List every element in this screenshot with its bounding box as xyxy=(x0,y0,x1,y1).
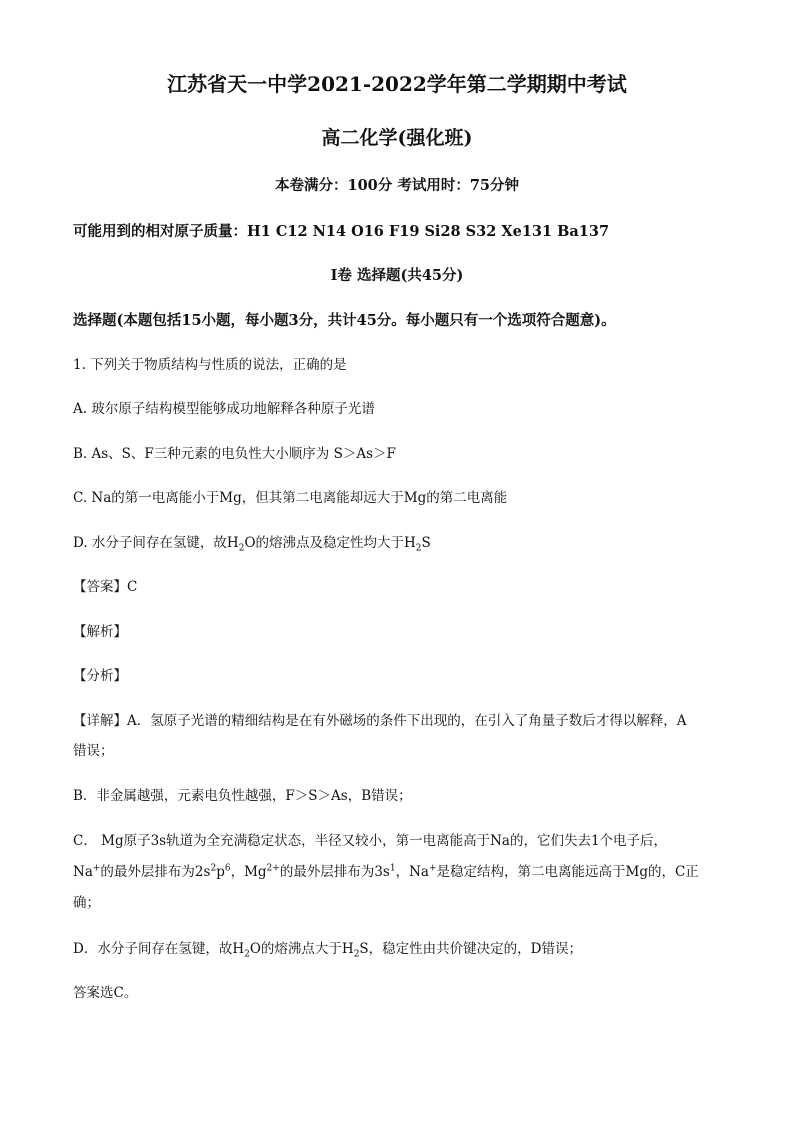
detail-c-text-4: ，Mg xyxy=(230,864,267,880)
detail-b: B．非金属越强，元素电负性越强，F＞S＞As，B错误； xyxy=(73,788,412,804)
question-stem: 1. 下列关于物质结构与性质的说法，正确的是 xyxy=(73,357,347,373)
exam-subtitle: 高二化学(强化班) xyxy=(321,127,473,149)
detail-d-subscript-1: 2 xyxy=(244,949,250,960)
option-d-subscript-1: 2 xyxy=(238,543,245,554)
option-a: A. 玻尔原子结构模型能够成功地解释各种原子光谱 xyxy=(73,401,375,417)
instructions: 选择题(本题包括15小题，每小题3分，共计45分。每小题只有一个选项符合题意)。 xyxy=(73,312,616,329)
detail-c-superscript-5: 1 xyxy=(389,863,396,874)
analysis-heading: 【解析】 xyxy=(73,624,127,640)
atomic-mass-line: 可能用到的相对原子质量：H1 C12 N14 O16 F19 Si28 S32 Xe131 Ba137 xyxy=(73,223,610,240)
detail-d-subscript-2: 2 xyxy=(353,949,360,960)
detail-a-line-1: 【详解】A．氢原子光谱的精细结构是在有外磁场的条件下出现的，在引入了角量子数后才得以解释，A xyxy=(73,713,687,729)
exam-meta: 本卷满分：100分 考试用时：75分钟 xyxy=(275,177,519,194)
detail-c-line-1: C． Mg原子3s轨道为全充满稳定状态，半径又较小，第一电离能高于Na的，它们失去1个电子后， xyxy=(73,833,668,849)
detail-c-superscript-4: 2+ xyxy=(266,863,280,874)
option-d xyxy=(73,535,431,554)
exam-title: 江苏省天一中学2021-2022学年第二学期期中考试 xyxy=(167,72,627,96)
conclusion: 答案选C。 xyxy=(73,985,138,1001)
option-d-subscript-2: 2 xyxy=(415,543,422,554)
detail-d-text-2: O的熔沸点大于H xyxy=(249,941,354,957)
detail-c-superscript-2: 2 xyxy=(210,863,217,874)
detail-d-text-1: D．水分子间存在氢键，故H xyxy=(73,941,245,957)
detail-c-line-2 xyxy=(73,864,699,880)
detail-c-superscript-1: + xyxy=(92,863,101,874)
detail-c-line-3: 确； xyxy=(73,895,100,911)
option-d-text-2: O的熔沸点及稳定性均大于H xyxy=(244,535,416,551)
detail-c-text-6: ，Na xyxy=(395,864,429,880)
detail-c-text-7: 是稳定结构，第二电离能远高于Mg的，C正 xyxy=(436,864,699,880)
detail-d-text-3: S，稳定性由共价键决定的，D错误； xyxy=(359,941,582,957)
answer-line: 【答案】C xyxy=(73,579,138,595)
detail-c-text-2: 的最外层排布为2s xyxy=(100,864,211,880)
option-b: B. As、S、F三种元素的电负性大小顺序为 S＞As＞F xyxy=(73,446,396,462)
option-d-text-3: S xyxy=(421,535,431,551)
detail-c-text-5: 的最外层排布为3s xyxy=(279,864,390,880)
analysis-subheading: 【分析】 xyxy=(73,668,127,684)
detail-c-text-1: Na xyxy=(73,864,93,880)
detail-c-superscript-6: + xyxy=(428,863,437,874)
detail-d xyxy=(73,941,582,960)
option-d-text-1: D. 水分子间存在氢键，故H xyxy=(73,535,239,551)
detail-c-superscript-3: 6 xyxy=(224,863,231,874)
detail-c-text-3: p xyxy=(216,864,225,880)
option-c: C. Na的第一电离能小于Mg，但其第二电离能却远大于Mg的第二电离能 xyxy=(73,490,508,506)
detail-a-line-2: 错误； xyxy=(73,743,114,759)
section-title: I卷 选择题(共45分) xyxy=(330,267,464,284)
